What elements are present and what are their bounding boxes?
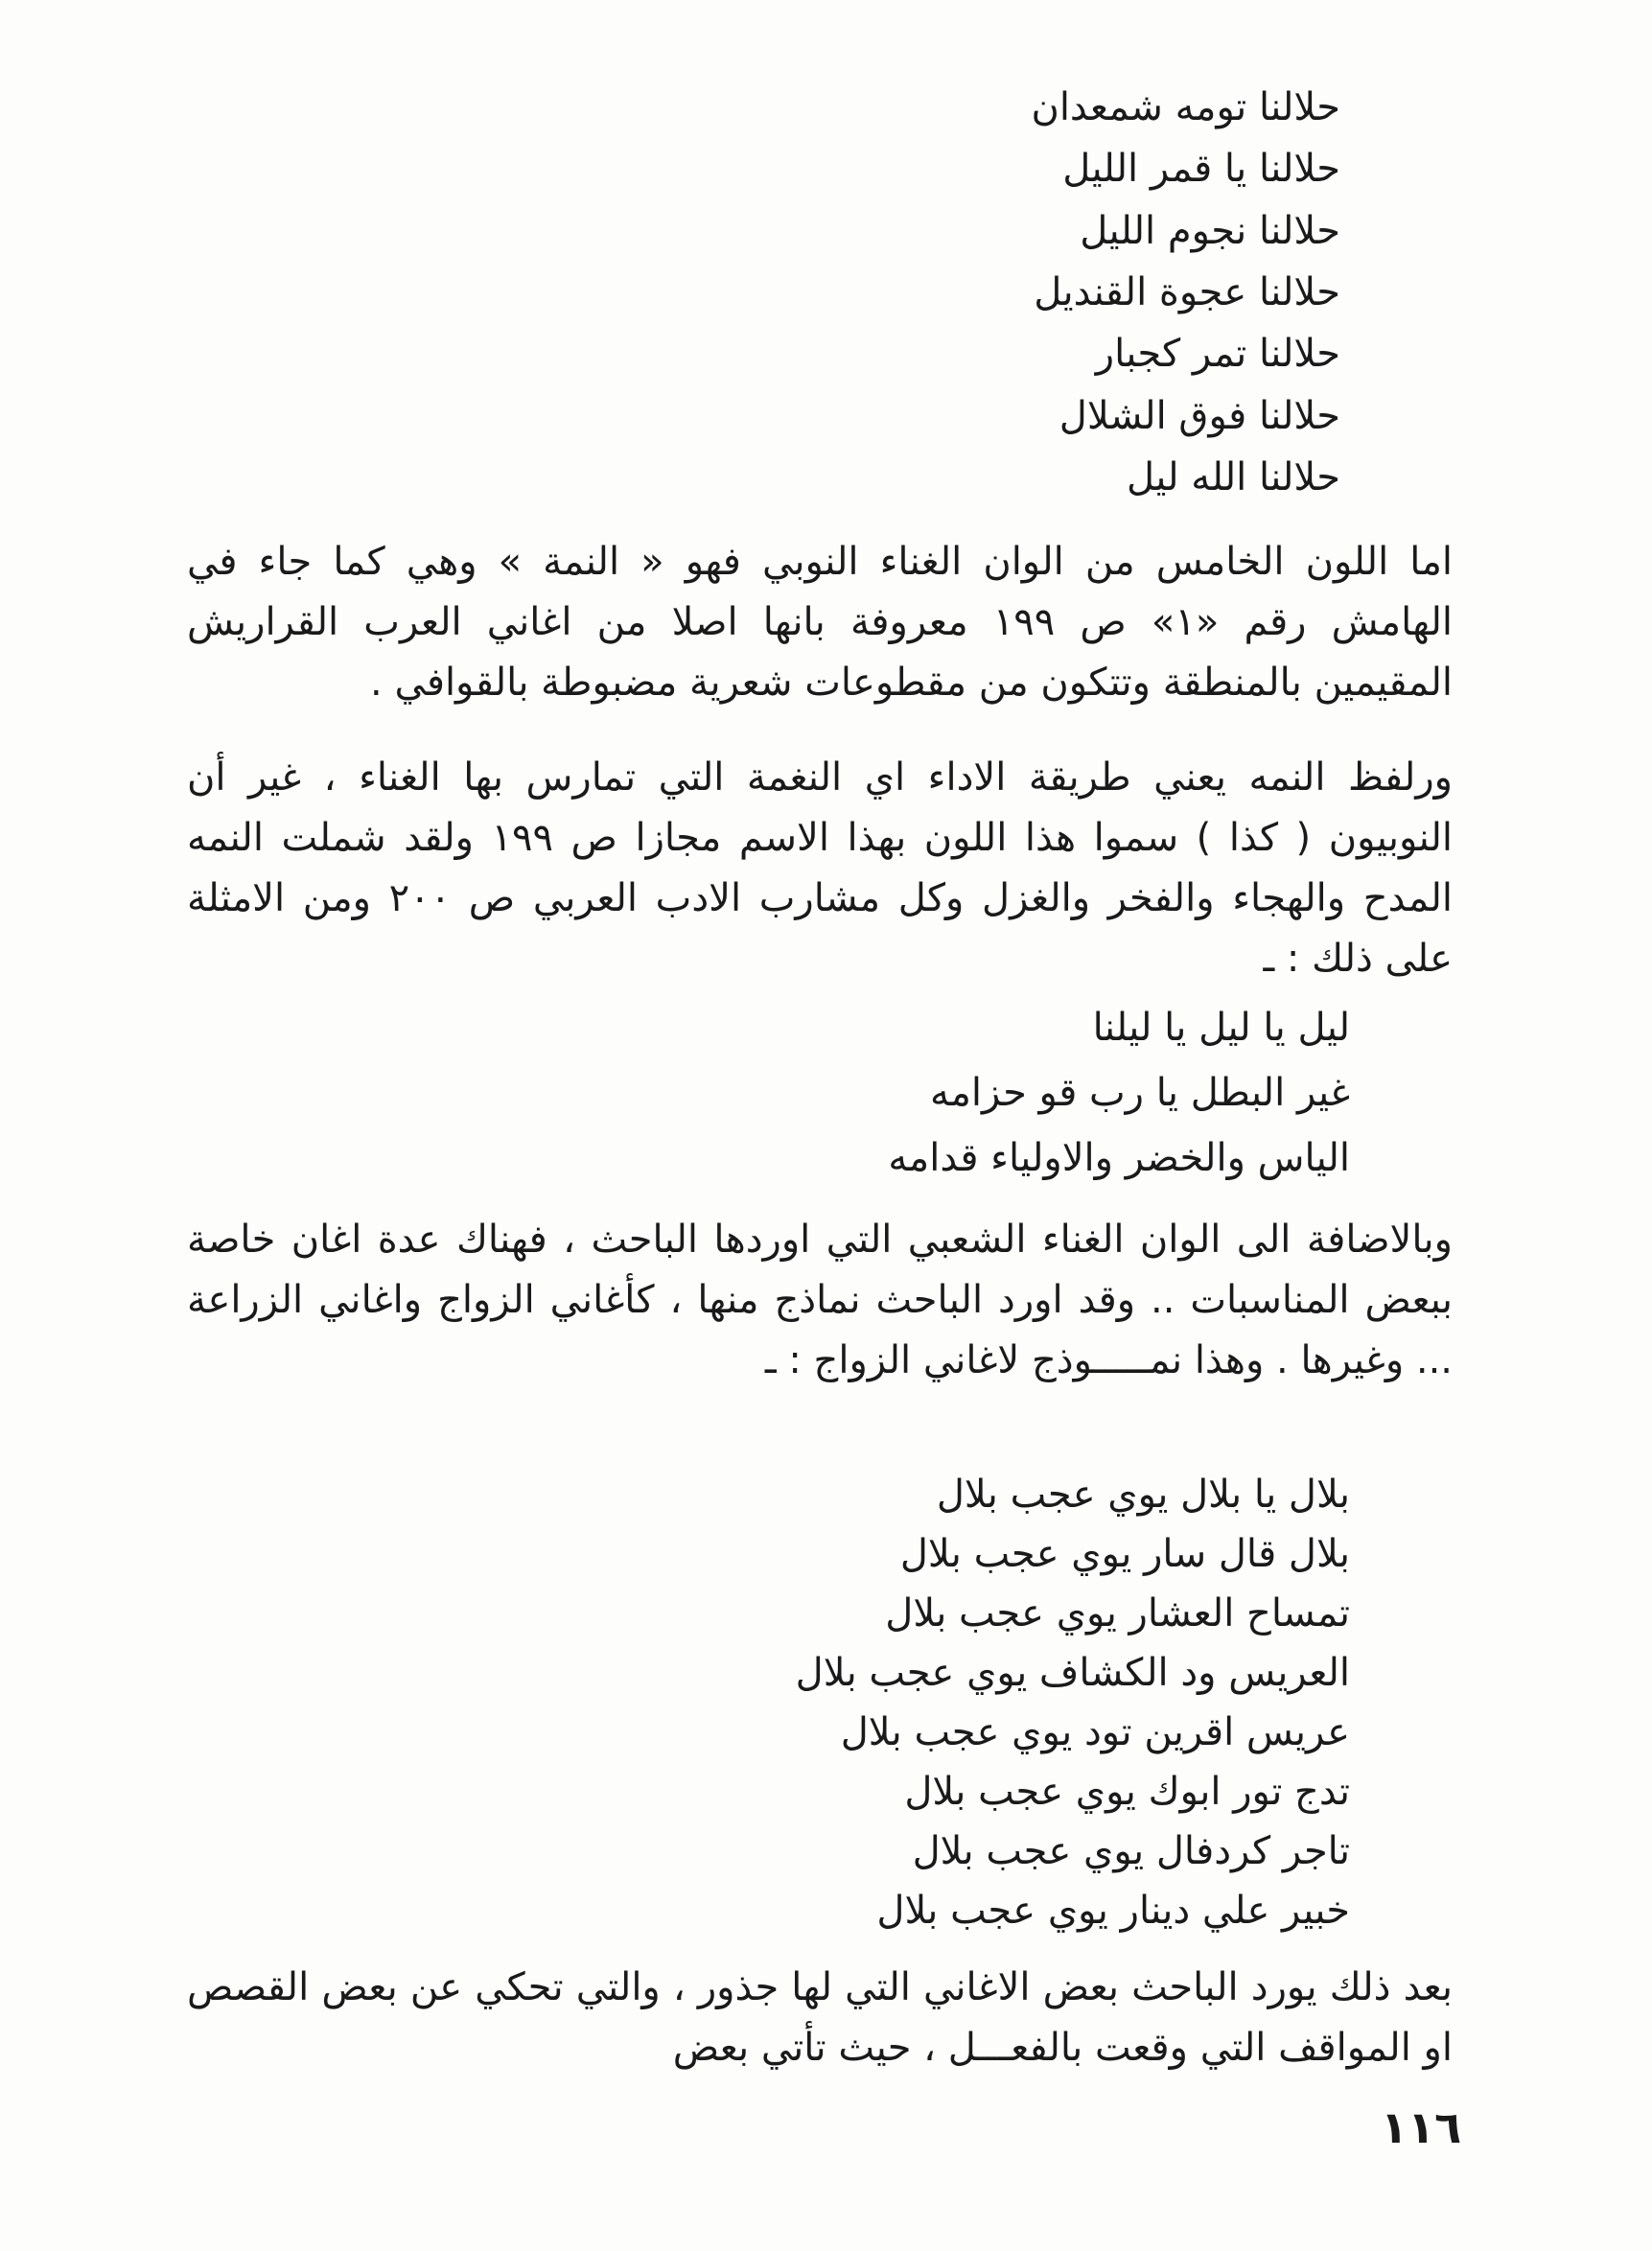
poem-1-line: حلالنا نجوم الليل bbox=[1080, 209, 1340, 253]
poem-1-line: حلالنا فوق الشلال bbox=[1059, 394, 1340, 438]
poem-3-line: بلال قال سار يوي عجب بلال bbox=[899, 1532, 1350, 1576]
page-number: ١١٦ bbox=[1381, 2101, 1462, 2153]
paragraph-4: بعد ذلك يورد الباحث بعض الاغاني التي لها جذور ، والتي تحكي عن بعض القصص او المواقف التي وقعت بالفعـــل ، حيث تأتي بعض bbox=[187, 1965, 1453, 2070]
poem-2-line: الياس والخضر والاولياء قدامه bbox=[888, 1136, 1350, 1180]
poem-3-line: تدج تور ابوك يوي عجب بلال bbox=[904, 1770, 1350, 1814]
poem-1-line: حلالنا تمر كجبار bbox=[1095, 332, 1340, 376]
poem-3-line: بلال يا بلال يوي عجب بلال bbox=[936, 1473, 1350, 1517]
poem-3-line: خبير علي دينار يوي عجب بلال bbox=[876, 1889, 1350, 1933]
poem-3-line: تمساح العشار يوي عجب بلال bbox=[885, 1591, 1350, 1636]
poem-1-line: حلالنا عجوة القنديل bbox=[1034, 270, 1340, 314]
poem-3-line: تاجر كردفال يوي عجب بلال bbox=[912, 1829, 1350, 1873]
poem-2-line: ليل يا ليل يا ليلنا bbox=[1092, 1006, 1350, 1050]
paragraph-3: وبالاضافة الى الوان الغناء الشعبي التي اوردها الباحث ، فهناك عدة اغان خاصة ببعض المناسبات .. وقد اورد الباحث نماذج منها ، كأغاني الزواج واغاني الزراعة ... وغيرها . وهذا نمـــــوذج لاغاني الزواج : ـ bbox=[187, 1218, 1453, 1382]
poem-1-line: حلالنا الله ليل bbox=[1126, 455, 1340, 499]
poem-1-line: حلالنا تومه شمعدان bbox=[1031, 85, 1340, 129]
paragraph-1: اما اللون الخامس من الوان الغناء النوبي فهو « النمة » وهي كما جاء في الهامش رقم «١» ص ١٩٩ معروفة بانها اصلا من اغاني العرب القراريش المقيمين بالمنطقة وتتكون من مقطوعات شعرية مضبوطة بالقوافي . bbox=[187, 540, 1453, 705]
poem-3-line: العريس ود الكشاف يوي عجب بلال bbox=[795, 1651, 1350, 1695]
paragraph-2: ورلفظ النمه يعني طريقة الاداء اي النغمة التي تمارس بها الغناء ، غير أن النوبيون ( كذا ) سموا هذا اللون بهذا الاسم مجازا ص ١٩٩ ولقد شملت النمه المدح والهجاء والفخر والغزل وكل مشارب الادب العربي ص ٢٠٠ ومن الامثلة على ذلك : ـ bbox=[187, 755, 1453, 981]
poem-2-line: غير البطل يا رب قو حزامه bbox=[930, 1071, 1350, 1115]
poem-3-line: عريس اقرين تود يوي عجب بلال bbox=[840, 1710, 1350, 1754]
poem-1-line: حلالنا يا قمر الليل bbox=[1062, 147, 1340, 191]
